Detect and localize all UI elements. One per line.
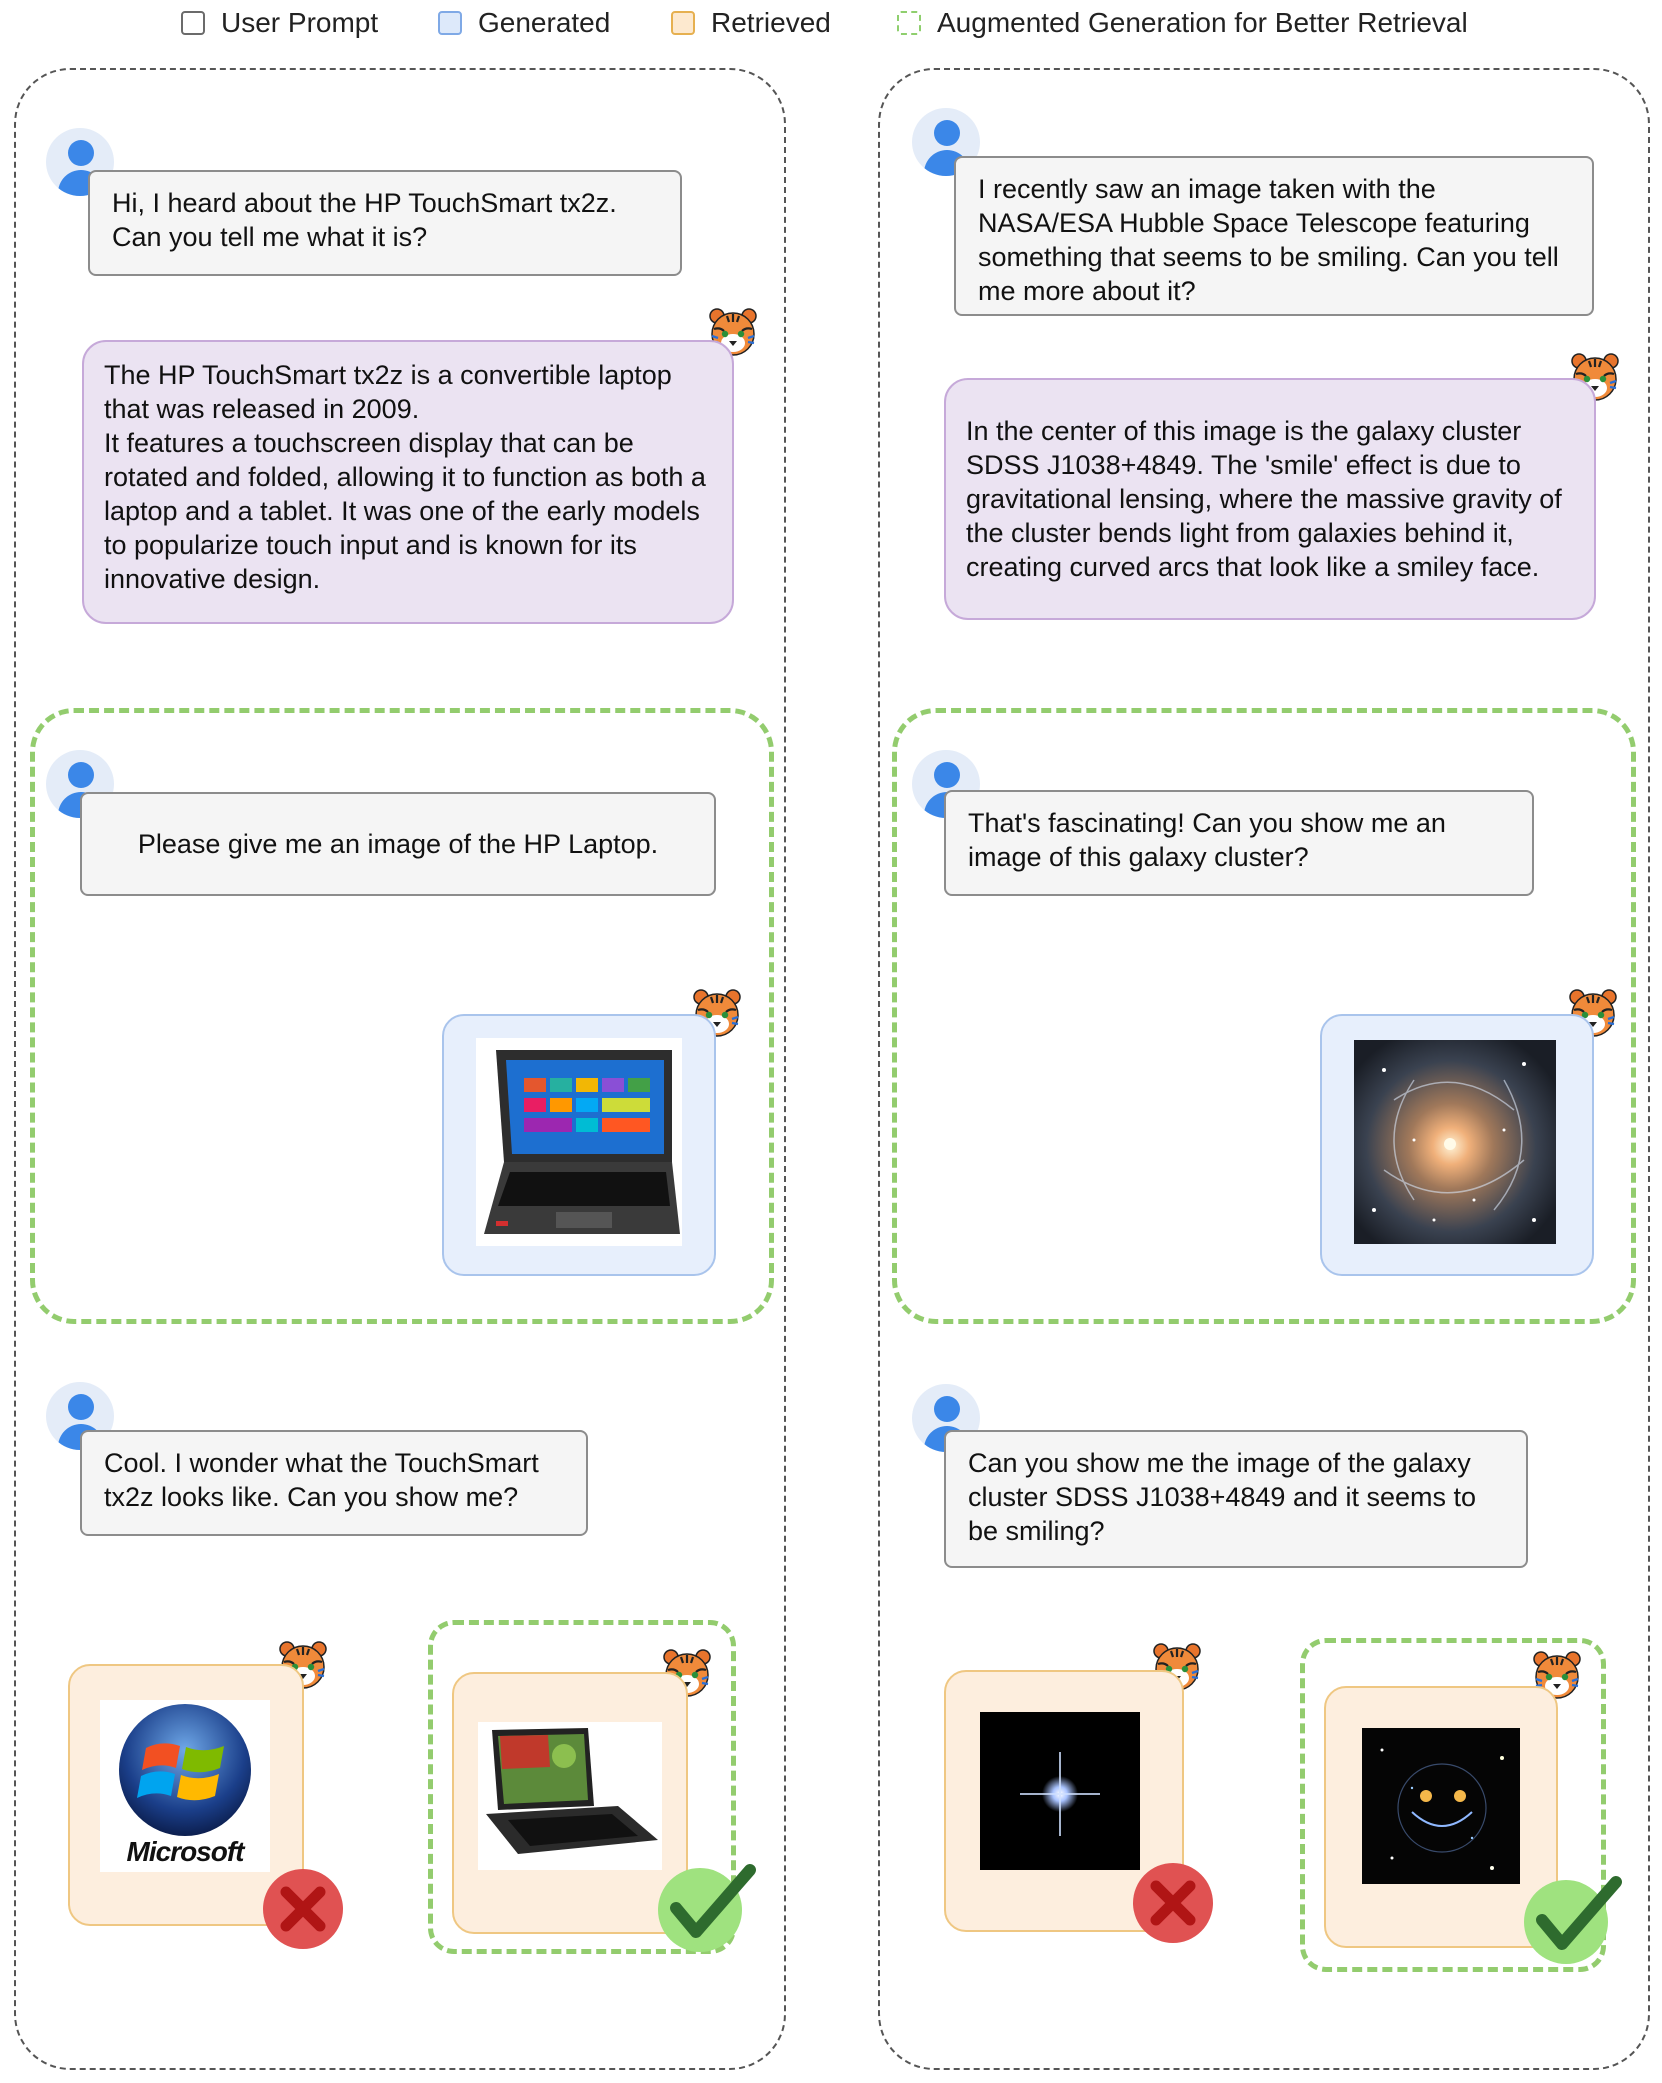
prompt-text: I recently saw an image taken with the NASA/ESA Hubble Space Telescope featuring something that seems to be smiling. Can you tell me more about it? (978, 174, 1559, 306)
correct-check-icon (1520, 1872, 1622, 1968)
microsoft-wordmark: Microsoft (126, 1836, 244, 1867)
user-prompt-bubble (88, 170, 682, 276)
user-prompt-bubble (944, 1430, 1528, 1568)
legend-label: Retrieved (711, 7, 831, 38)
generated-galaxy-image (1354, 1040, 1556, 1244)
generated-text-bubble (944, 378, 1596, 620)
generated-text-bubble (82, 340, 734, 624)
retrieved-swatch (671, 11, 695, 35)
windows-logo-icon (100, 1700, 270, 1840)
legend-label: User Prompt (221, 7, 379, 38)
legend-user-prompt (181, 6, 378, 40)
legend-label: Augmented Generation for Better Retrieval (937, 7, 1468, 38)
correct-check-icon (654, 1860, 756, 1956)
user-prompt-swatch (181, 11, 205, 35)
user-prompt-bubble (80, 792, 716, 896)
response-text: The HP TouchSmart tx2z is a convertible laptop that was released in 2009. It features a touchscreen display that can be rotated and folded, allowing it to function as both a laptop and a tablet. It was one of the early models to popularize touch input and is known for its innovative design. (104, 360, 706, 594)
microsoft-logo-image (100, 1700, 270, 1872)
prompt-text: That's fascinating! Can you show me an image of this galaxy cluster? (968, 808, 1446, 872)
user-prompt-bubble (954, 156, 1594, 316)
wrong-cross-icon (262, 1868, 344, 1950)
generated-laptop-image (476, 1038, 682, 1246)
prompt-text: Please give me an image of the HP Laptop. (137, 829, 659, 859)
touchsmart-laptop-image (478, 1722, 662, 1870)
prompt-text: Cool. I wonder what the TouchSmart tx2z looks like. Can you show me? (104, 1448, 539, 1512)
generated-swatch (438, 11, 462, 35)
legend-generated (438, 6, 610, 40)
user-prompt-bubble (80, 1430, 588, 1536)
bright-star-image (980, 1712, 1140, 1870)
smiling-galaxy-cluster-image (1362, 1728, 1520, 1884)
legend-label: Generated (478, 7, 611, 38)
wrong-cross-icon (1132, 1862, 1214, 1944)
legend-augmented (897, 6, 1468, 40)
legend-retrieved (671, 6, 831, 40)
prompt-text: Can you show me the image of the galaxy cluster SDSS J1038+4849 and it seems to be smiling? (968, 1448, 1477, 1546)
prompt-text: Hi, I heard about the HP TouchSmart tx2z. Can you tell me what it is? (112, 188, 617, 252)
user-prompt-bubble (944, 790, 1534, 896)
augmented-swatch (897, 11, 921, 35)
response-text: In the center of this image is the galaxy cluster SDSS J1038+4849. The 'smile' effect is due to gravitational lensing, where the massive gravity of the cluster bends light from galaxies behind it, creating curved arcs that look like a smiley face. (966, 416, 1562, 582)
